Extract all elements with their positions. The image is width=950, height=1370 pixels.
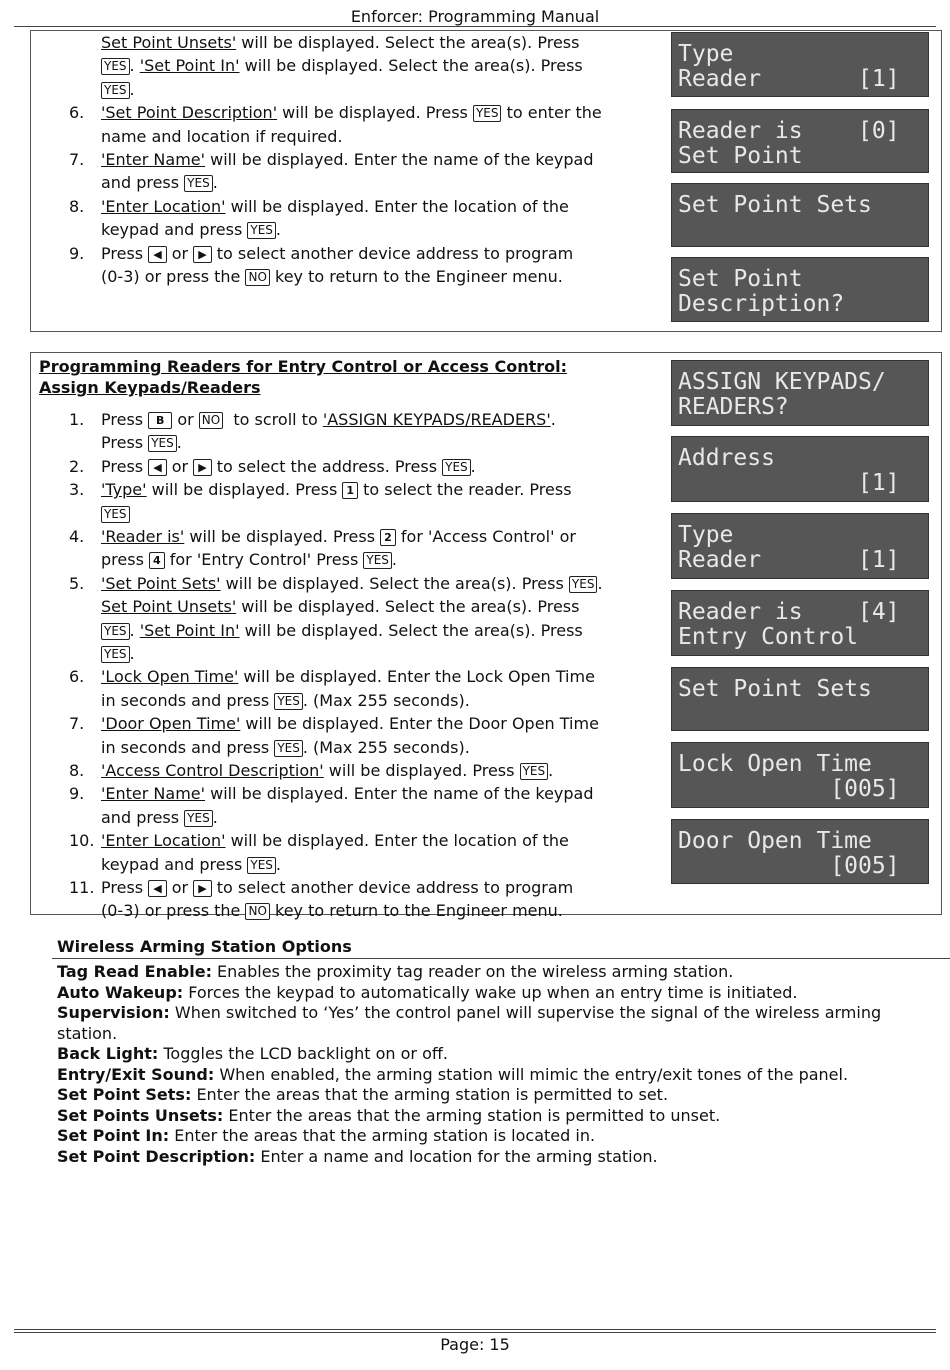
step-text: 'Enter Location' will be displayed. Enter the location of the	[101, 831, 569, 851]
step-text: (0-3) or press the NO key to return to the Engineer menu.	[101, 267, 563, 286]
option-term: Supervision:	[57, 1003, 170, 1022]
step-text: in seconds and press YES . (Max 255 seconds).	[101, 737, 470, 757]
option-term: Set Points Unsets:	[57, 1105, 224, 1125]
step-number: 7.	[69, 714, 85, 734]
step-text: Press B or NO to scroll to 'ASSIGN KEYPADS/READERS'.	[101, 410, 556, 429]
step-text: 'Enter Location' will be displayed. Enter the location of the	[101, 196, 569, 216]
lcd-display: Set Point Sets	[671, 667, 929, 731]
step-text: keypad and press YES .	[101, 220, 282, 240]
step-text: 'Enter Name' will be displayed. Enter the name of the keypad	[101, 784, 594, 804]
section-title-line1: Programming Readers for Entry Control or Access Control:	[39, 357, 568, 376]
wireless-options-title: Wireless Arming Station Options	[57, 937, 352, 956]
option-term: Entry/Exit Sound:	[57, 1064, 215, 1084]
step-number: 6.	[69, 667, 85, 687]
lcd-display: Type Reader [1]	[671, 513, 929, 579]
step-text: and press YES .	[101, 807, 218, 827]
option-description: Enter a name and location for the arming station.	[255, 1146, 658, 1166]
wireless-options-list	[57, 962, 897, 1167]
step-number: 3.	[69, 480, 85, 500]
step-number: 4.	[69, 527, 85, 546]
footer-rule	[14, 1329, 936, 1330]
wireless-option	[57, 1106, 897, 1127]
assign-readers-box	[30, 352, 942, 921]
lcd-display: Reader is [4] Entry Control	[671, 590, 929, 656]
page-number: Page: 15	[440, 1335, 510, 1354]
section-title-line2: Assign Keypads/Readers	[39, 378, 261, 397]
step-text: Set Point Unsets' will be displayed. Select the area(s). Press	[101, 33, 580, 52]
step-text: 'Lock Open Time' will be displayed. Enter the Lock Open Time	[101, 667, 595, 687]
step-text: 'Reader is' will be displayed. Press 2 for 'Access Control' or	[101, 527, 576, 546]
step-number: 5.	[69, 573, 85, 593]
step-text: 'Enter Name' will be displayed. Enter the name of the keypad	[101, 150, 594, 169]
step-number: 10.	[69, 831, 95, 851]
footer-rule-2	[14, 1332, 936, 1333]
step-text: 'Door Open Time' will be displayed. Enter the Door Open Time	[101, 714, 599, 734]
step-number: 9.	[69, 243, 85, 263]
step-text: YES . 'Set Point In' will be displayed. Select the area(s). Press	[101, 619, 651, 643]
option-description: Enter the areas that the arming station is located in.	[169, 1126, 596, 1145]
step-text: name and location if required.	[101, 126, 343, 146]
wireless-option	[57, 1126, 897, 1147]
step-number: 8.	[69, 196, 85, 216]
step-text: 'Access Control Description' will be displayed. Press YES .	[101, 761, 554, 780]
step-text: press 4 for 'Entry Control' Press YES .	[101, 550, 398, 570]
option-term: Set Point Description:	[57, 1146, 256, 1166]
step-number: 9.	[69, 784, 85, 804]
step-text: Press ◀ or ▶ to select another device address to program	[101, 243, 574, 263]
step-text: in seconds and press YES . (Max 255 seconds).	[101, 690, 470, 710]
wireless-title-rule	[52, 958, 950, 959]
wireless-option	[57, 983, 897, 1004]
wireless-option	[57, 1044, 897, 1065]
option-term: Back Light:	[57, 1044, 159, 1063]
lcd-display: Address [1]	[671, 436, 929, 502]
lcd-display: Door Open Time [005]	[671, 819, 929, 884]
step-text: 'Set Point Sets' will be displayed. Select the area(s). Press YES .	[101, 573, 603, 593]
option-description: Enter the areas that the arming station is permitted to set.	[191, 1085, 669, 1104]
step-number: 2.	[69, 456, 85, 476]
wireless-option	[57, 1147, 897, 1168]
step-text: Press ◀ or ▶ to select another device address to program	[101, 878, 574, 897]
step-text: (0-3) or press the NO key to return to the Engineer menu.	[101, 901, 563, 921]
lcd-display: Type Reader [1]	[671, 32, 929, 97]
step-number: 7.	[69, 150, 85, 169]
option-description: When enabled, the arming station will mimic the entry/exit tones of the panel.	[214, 1064, 849, 1084]
wireless-option	[57, 1003, 897, 1044]
option-description: Enables the proximity tag reader on the wireless arming station.	[211, 962, 734, 981]
option-description: Toggles the LCD backlight on or off.	[158, 1044, 448, 1063]
step-number: 1.	[69, 410, 85, 429]
step-text: and press YES .	[101, 173, 218, 193]
step-text: YES . 'Set Point In' will be displayed. Select the area(s). Press	[101, 54, 651, 78]
option-term: Auto Wakeup:	[57, 982, 184, 1002]
step-number: 6.	[69, 103, 85, 123]
option-term: Tag Read Enable:	[57, 962, 212, 981]
option-term: Set Point Sets:	[57, 1085, 192, 1104]
step-number: 11.	[69, 878, 95, 897]
step-text: 'Type' will be displayed. Press 1 to select the reader. Press	[101, 480, 572, 500]
header-rule	[14, 26, 936, 27]
step-number: 8.	[69, 761, 85, 780]
page-header-title: Enforcer: Programming Manual	[350, 7, 600, 26]
step-text: YES .	[101, 78, 651, 102]
option-term: Set Point In:	[57, 1126, 170, 1145]
section-title	[39, 356, 639, 398]
step-text: Set Point Unsets' will be displayed. Select the area(s). Press	[101, 597, 580, 617]
step-text: 'Set Point Description' will be displayed. Press YES to enter the	[101, 103, 602, 123]
lcd-display: Reader is [0] Set Point	[671, 109, 929, 173]
lcd-display: Lock Open Time [005]	[671, 742, 929, 808]
step-text: Press YES .	[101, 433, 182, 453]
step-text: Press ◀ or ▶ to select the address. Press YES .	[101, 456, 476, 476]
lcd-display: ASSIGN KEYPADS/ READERS?	[671, 360, 929, 426]
option-description: Enter the areas that the arming station is permitted to unset.	[223, 1105, 721, 1125]
step-text: YES	[101, 502, 651, 526]
wireless-option	[57, 962, 897, 983]
step-text: keypad and press YES .	[101, 854, 282, 874]
wireless-option	[57, 1065, 897, 1086]
continued-steps-box	[30, 30, 942, 332]
step-text: YES .	[101, 642, 651, 666]
option-description: When switched to ‘Yes’ the control panel will supervise the signal of the wireless arming station.	[57, 1003, 882, 1043]
lcd-display: Set Point Description?	[671, 257, 929, 322]
option-description: Forces the keypad to automatically wake up when an entry time is initiated.	[183, 982, 798, 1002]
lcd-display: Set Point Sets	[671, 183, 929, 247]
wireless-option	[57, 1085, 897, 1106]
